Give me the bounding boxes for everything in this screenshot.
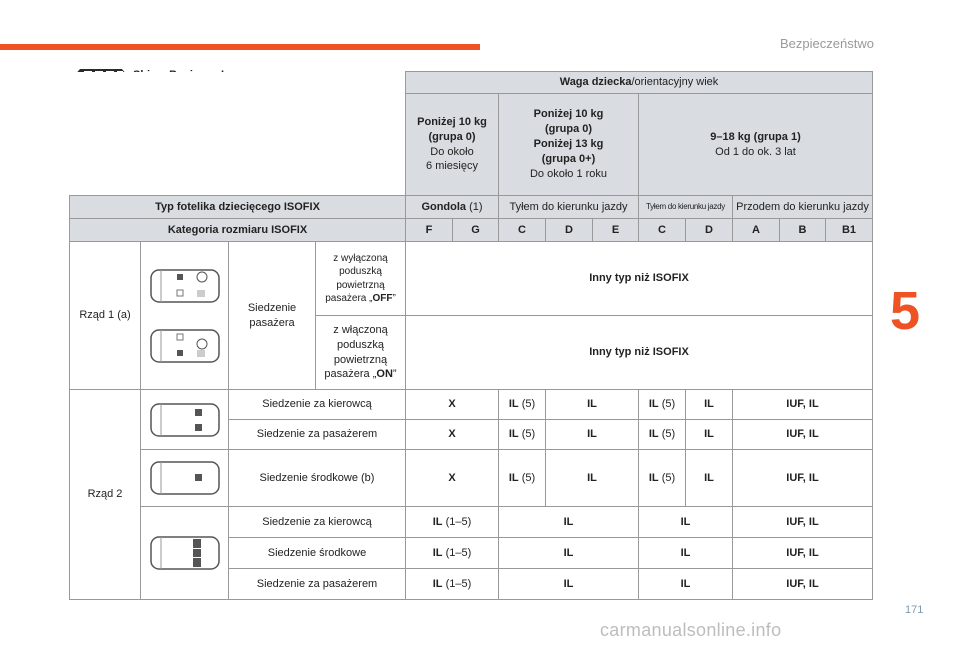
value-cell: X [406,450,499,507]
value-cell: IL (5) [499,450,546,507]
value-cell: IL (5) [499,390,546,420]
airbag-on-label: z włączoną poduszką powietrzną pasażera „ON” [316,316,406,390]
seat-label: Siedzenie za pasażerem [229,569,406,600]
value-cell: IUF, IL [733,507,873,538]
value-cell: IL (1–5) [406,507,499,538]
car-row2-bench-icon [147,533,223,573]
cat-cell: F [406,219,453,242]
cat-cell: D [686,219,733,242]
watermark: carmanualsonline.info [600,620,782,640]
value-cell: IL (5) [639,420,686,450]
value-cell: IL [686,390,733,420]
chapter-number: 5 [890,281,921,341]
airbag-off-label: z wyłączoną poduszką powietrzną pasażera „OFF” [316,242,406,316]
value-cell: IL (5) [639,390,686,420]
value-cell: IUF, IL [733,450,873,507]
value-cell: IL (1–5) [406,569,499,600]
row2-car-center [141,450,229,507]
value-cell: IUF, IL [733,390,873,420]
row2-car-bench [141,507,229,600]
cat-cell: E [593,219,639,242]
section-title: Bezpieczeństwo [780,36,874,51]
seat-label: Siedzenie środkowe [229,538,406,569]
seat-label: Siedzenie środkowe (b) [229,450,406,507]
page-number: 171 [905,604,924,616]
value-cell: IL [686,450,733,507]
car-front-passenger-icon [147,326,223,366]
seat-label: Siedzenie za pasażerem [229,420,406,450]
value-cell: IL [499,569,639,600]
value-cell: IL [499,507,639,538]
row1-car-diagram [141,242,229,390]
accent-bar [0,44,480,50]
car-row2-outer-icon [147,400,223,440]
value-cell: IL [639,538,733,569]
seat-label: Siedzenie za kierowcą [229,507,406,538]
group-0: Poniżej 10 kg (grupa 0) Do około 6 miesięcy [406,94,499,196]
cat-cell: A [733,219,780,242]
typ-gondola: Gondola (1) [406,196,499,219]
value-cell: IUF, IL [733,569,873,600]
value-cell: IUF, IL [733,420,873,450]
value-cell: IL (1–5) [406,538,499,569]
row1-seat: Siedzenie pasażera [229,242,316,390]
kat-label: Kategoria rozmiaru ISOFIX [70,219,406,242]
value-cell: X [406,420,499,450]
group-0plus: Poniżej 10 kg (grupa 0) Poniżej 13 kg (grupa 0+) Do około 1 roku [499,94,639,196]
cat-cell: B [780,219,826,242]
value-cell: X [406,390,499,420]
typ-label: Typ fotelika dziecięcego ISOFIX [70,196,406,219]
row2-car-outer [141,390,229,450]
car-row2-center-icon [147,458,223,498]
typ-tylem: Tyłem do kierunku jazdy [499,196,639,219]
car-front-passenger-icon [147,266,223,306]
cat-cell: C [639,219,686,242]
cat-cell: D [546,219,593,242]
value-cell: IL [546,450,639,507]
cat-cell: G [453,219,499,242]
value-cell: IL [499,538,639,569]
row2-label: Rząd 2 [70,390,141,600]
weight-header: Waga dziecka/orientacyjny wiek [406,72,873,94]
value-cell: IL (5) [499,420,546,450]
row1-label: Rząd 1 (a) [70,242,141,390]
value-cell: IL [686,420,733,450]
row1-on-result: Inny typ niż ISOFIX [406,316,873,390]
typ-przodem: Przodem do kierunku jazdy [733,196,873,219]
seat-label: Siedzenie za kierowcą [229,390,406,420]
isofix-table [69,71,873,600]
cat-cell: C [499,219,546,242]
row1-off-result: Inny typ niż ISOFIX [406,242,873,316]
value-cell: IL [639,569,733,600]
group-1: 9–18 kg (grupa 1) Od 1 do ok. 3 lat [639,94,873,196]
value-cell: IUF, IL [733,538,873,569]
value-cell: IL [546,390,639,420]
typ-tylem-small: Tyłem do kierunku jazdy [639,196,733,219]
value-cell: IL [546,420,639,450]
value-cell: IL [639,507,733,538]
cat-cell: B1 [826,219,873,242]
value-cell: IL (5) [639,450,686,507]
